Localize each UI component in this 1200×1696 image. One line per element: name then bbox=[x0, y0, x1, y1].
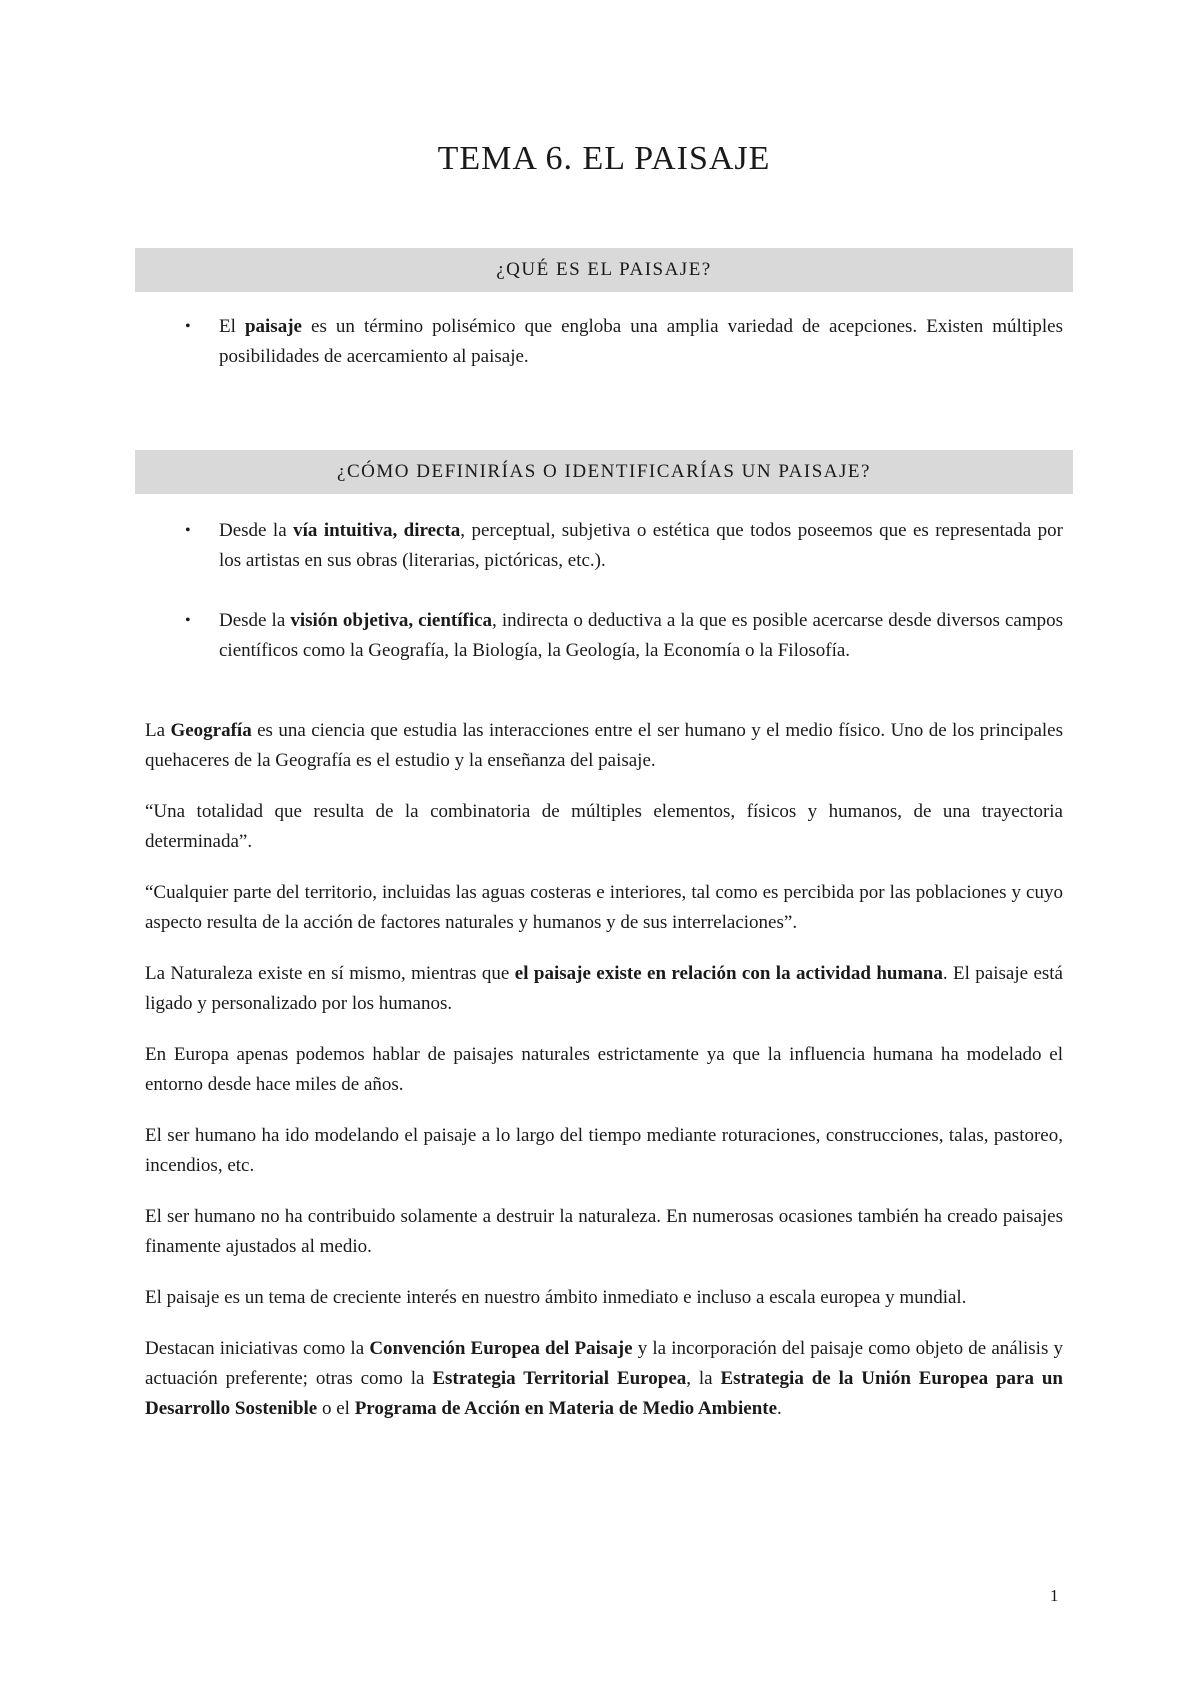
body-paragraphs bbox=[145, 716, 1063, 1445]
text-run: , indirecta o deductiva a la que es posible acercarse desde diversos campos científicos como la Geografía, la Biología, la Geología, la Economía o la Filosofía. bbox=[219, 610, 1064, 661]
section-heading-how-define: ¿CÓMO DEFINIRÍAS O IDENTIFICARÍAS UN PAISAJE? bbox=[135, 450, 1073, 494]
bullet-list-definition bbox=[145, 312, 1063, 402]
paragraph-contribution: El ser humano no ha contribuido solamente a destruir la naturaleza. En numerosas ocasiones también ha creado paisajes finamente ajustados al medio. bbox=[145, 1206, 1063, 1257]
bold-term: visión objetiva, científica bbox=[290, 610, 493, 631]
text-run: Desde la bbox=[219, 520, 294, 541]
text-run: y la incorporación del paisaje como objeto de análisis y actuación preferente; otras como la bbox=[145, 1338, 1064, 1389]
text-run: Desde la bbox=[219, 610, 291, 631]
paragraph-initiatives bbox=[145, 1334, 1063, 1424]
paragraph-modeling: El ser humano ha ido modelando el paisaje a lo largo del tiempo mediante roturaciones, construcciones, talas, pastoreo, incendios, etc. bbox=[145, 1125, 1063, 1176]
text-run: es un término polisémico que engloba una amplia variedad de acepciones. Existen múltiples posibilidades de acercamiento al paisaje. bbox=[219, 316, 1063, 367]
list-item bbox=[145, 516, 1063, 576]
paragraph-interest: El paisaje es un tema de creciente interés en nuestro ámbito inmediato e incluso a escala europea y mundial. bbox=[145, 1287, 967, 1308]
text-run: o el bbox=[317, 1398, 355, 1419]
paragraph-quote-2: “Cualquier parte del territorio, incluidas las aguas costeras e interiores, tal como es percibida por las poblaciones y cuyo aspecto resulta de la acción de factores naturales y humanos y de sus interrelaciones”. bbox=[145, 882, 1063, 933]
paragraph-europe: En Europa apenas podemos hablar de paisajes naturales estrictamente ya que la influencia humana ha modelado el entorno desde hace miles de años. bbox=[145, 1044, 1063, 1095]
text-run: , perceptual, subjetiva o estética que todos poseemos que es representada por los artistas en sus obras (literarias, pictóricas, etc.). bbox=[219, 520, 1063, 571]
bullet-icon: • bbox=[185, 318, 191, 335]
list-item bbox=[145, 606, 1063, 666]
list-item bbox=[145, 312, 1063, 372]
bold-term: el paisaje existe en relación con la actividad humana bbox=[514, 963, 943, 984]
text-run: , la bbox=[686, 1368, 721, 1389]
paragraph-nature bbox=[145, 959, 1063, 1019]
text-run: es una ciencia que estudia las interacciones entre el ser humano y el medio físico. Uno de los principales quehaceres de la Geografía es el estudio y la enseñanza del paisaje. bbox=[145, 720, 1063, 771]
section-heading-what-is-landscape: ¿QUÉ ES EL PAISAJE? bbox=[135, 248, 1073, 292]
paragraph-quote-1: “Una totalidad que resulta de la combinatoria de múltiples elementos, físicos y humanos, de una trayectoria determinada”. bbox=[145, 801, 1063, 852]
bold-term: Convención Europea del Paisaje bbox=[369, 1338, 633, 1359]
text-run: . bbox=[777, 1398, 782, 1419]
bullet-icon: • bbox=[185, 522, 191, 539]
bold-term: Estrategia de la Unión Europea para un Desarrollo Sostenible bbox=[145, 1368, 1063, 1419]
bold-term: paisaje bbox=[244, 316, 302, 337]
page-number: 1 bbox=[1050, 1586, 1059, 1605]
bold-term: Geografía bbox=[170, 720, 252, 741]
paragraph-geography bbox=[145, 716, 1063, 776]
bold-term: vía intuitiva, directa bbox=[293, 520, 461, 541]
bullet-list-approaches bbox=[145, 516, 1063, 696]
bullet-icon: • bbox=[185, 612, 191, 629]
bold-term: Estrategia Territorial Europea bbox=[432, 1368, 687, 1389]
document-title: TEMA 6. EL PAISAJE bbox=[437, 140, 771, 177]
text-run: La bbox=[145, 720, 171, 741]
text-run: . El paisaje está ligado y personalizado por los humanos. bbox=[145, 963, 1063, 1014]
bold-term: Programa de Acción en Materia de Medio Ambiente bbox=[354, 1398, 778, 1419]
text-run: La Naturaleza existe en sí mismo, mientras que bbox=[145, 963, 515, 984]
text-run: Destacan iniciativas como la bbox=[145, 1338, 370, 1359]
text-run: El bbox=[219, 316, 245, 337]
